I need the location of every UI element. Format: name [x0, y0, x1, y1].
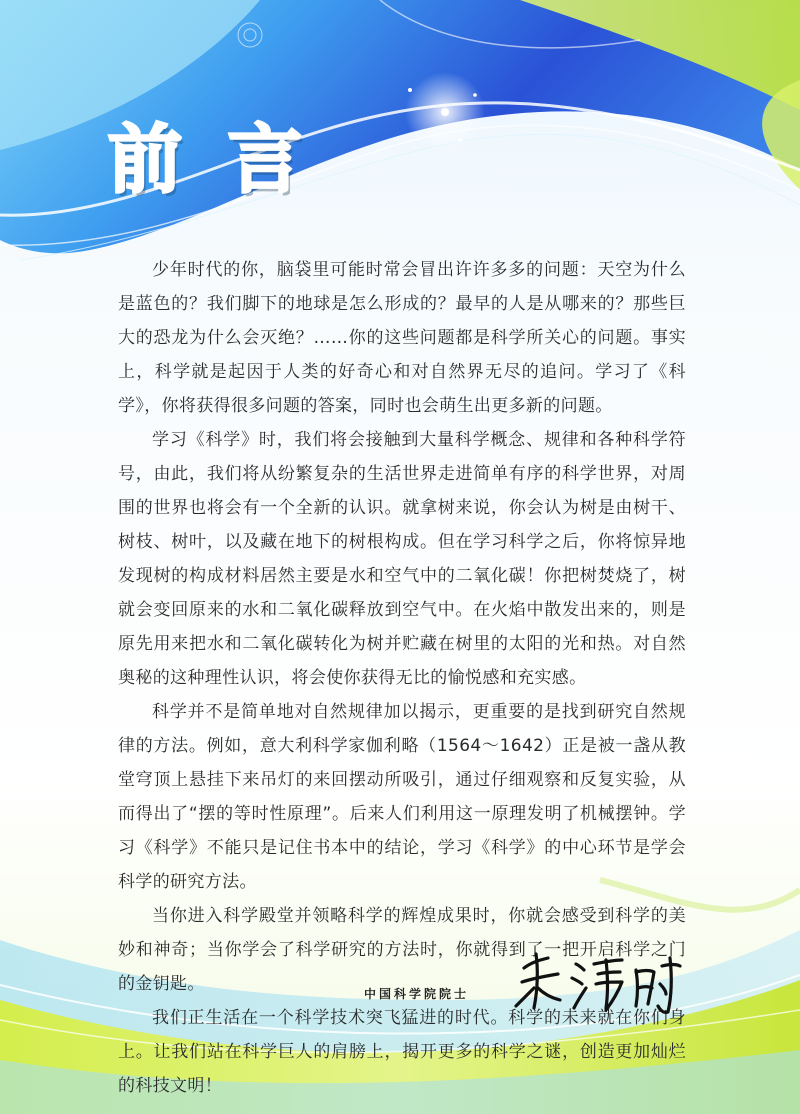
signature-block	[364, 948, 704, 1028]
paragraph: 当你进入科学殿堂并领略科学的辉煌成果时，你就会感受到科学的美妙和神奇；当你学会了科学研究的方法时，你就得到了一把开启科学之门的金钥匙。	[118, 906, 686, 994]
paragraph: 学习《科学》时，我们将会接触到大量科学概念、规律和各种科学符号，由此，我们将从纷繁复杂的生活世界走进简单有序的科学世界，对周围的世界也将会有一个全新的认识。就拿树来说，你会认为树是由树干、树枝、树叶，以及藏在地下的树根构成。但在学习科学之后，你将惊异地发现树的构成材料居然主要是水和空气中的二氧化碳！你把树焚烧了，树就会变回原来的水和二氧化碳释放到空气中。在火焰中散发出来的，则是原先用来把水和二氧化碳转化为树并贮藏在树里的太阳的光和热。对自然奥秘的这种理性认识，将会使你获得无比的愉悦感和充实感。	[118, 430, 686, 688]
handwritten-signature	[514, 948, 684, 1022]
signature-label: 中国科学院院士	[364, 987, 470, 1001]
page-title	[108, 118, 302, 202]
paragraph: 我们正生活在一个科学技术突飞猛进的时代。科学的未来就在你们身上。让我们站在科学巨人的肩膀上，揭开更多的科学之谜，创造更加灿烂的科技文明！	[118, 1008, 686, 1096]
paragraph: 科学并不是简单地对自然规律加以揭示，更重要的是找到研究自然规律的方法。例如，意大利科学家伽利略（1564～1642）正是被一盏从教堂穹顶上悬挂下来吊灯的来回摆动所吸引，通过仔细观察和反复实验，从而得出了“摆的等时性原理”。后来人们利用这一原理发明了机械摆钟。学习《科学》不能只是记住书本中的结论，学习《科学》的中心环节是学会科学的研究方法。	[118, 702, 686, 892]
paragraph: 少年时代的你，脑袋里可能时常会冒出许许多多的问题：天空为什么是蓝色的？我们脚下的地球是怎么形成的？最早的人是从哪来的？那些巨大的恐龙为什么会灭绝？……你的这些问题都是科学所关心的问题。事实上，科学就是起因于人类的好奇心和对自然界无尽的追问。学习了《科学》，你将获得很多问题的答案，同时也会萌生出更多新的问题。	[118, 260, 686, 416]
title-char: 言	[228, 117, 302, 203]
title-char: 前	[108, 117, 182, 203]
